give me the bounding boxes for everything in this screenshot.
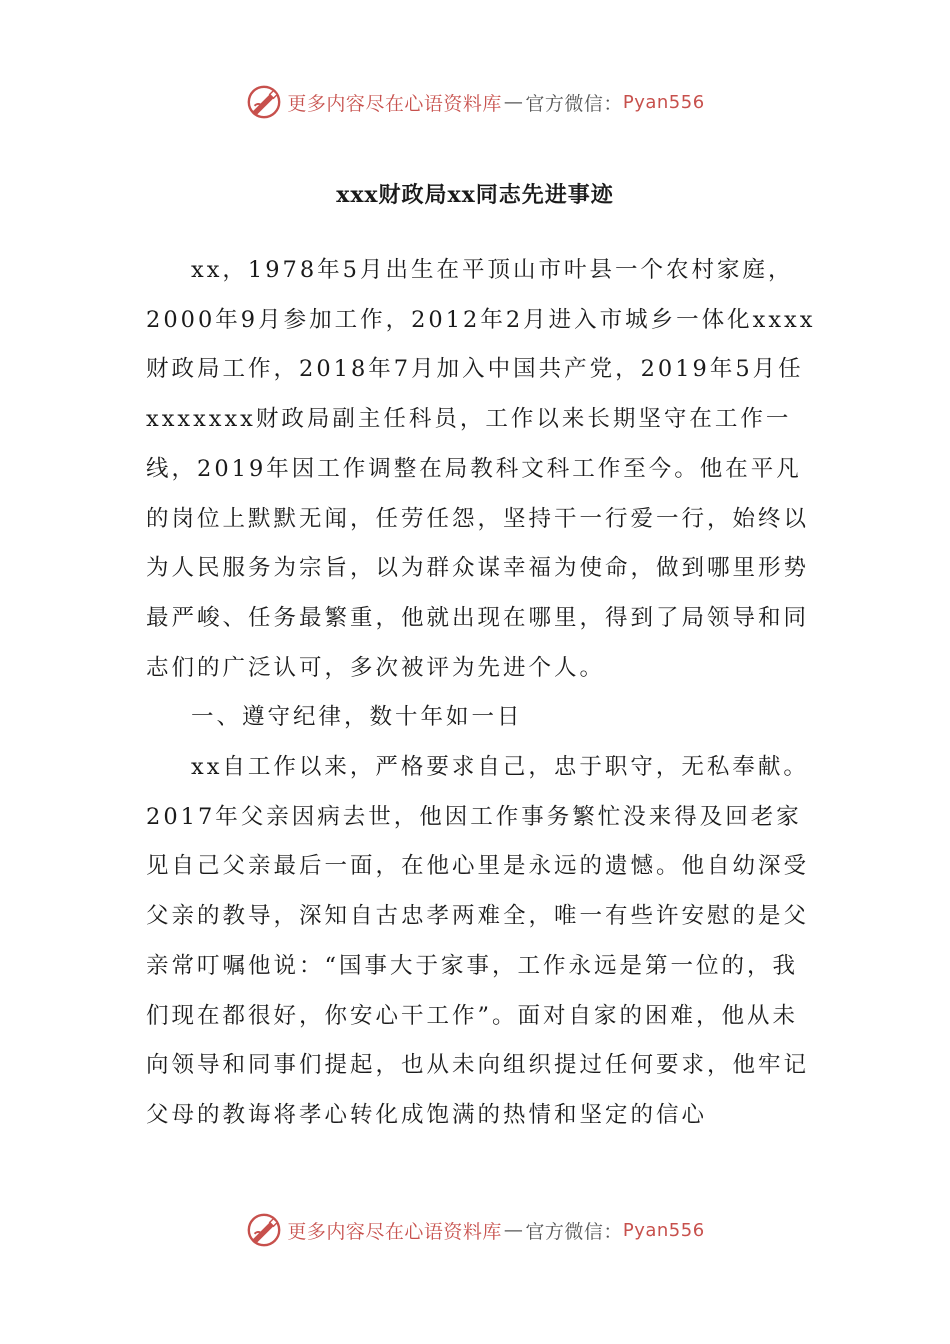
banner-brand-text: 更多内容尽在心语资料库 [287, 1220, 502, 1243]
document-title: xxx财政局xx同志先进事迹 [336, 182, 614, 208]
banner-brand-text: 更多内容尽在心语资料库 [287, 92, 502, 115]
banner-official-label: 官方微信： [525, 1220, 623, 1243]
document-body [146, 246, 818, 1141]
paragraph-intro: xx，1978年5月出生在平顶山市叶县一个农村家庭，2000年9月参加工作，2012年2月进入市城乡一体化xxxx财政局工作，2018年7月加入中国共产党，2019年5月任xxxxxxx财政局副主任科员，工作以来长期坚守在工作一线，2019年因工作调整在局教科文科工作至今。他在平凡的岗位上默默无闻，任劳任怨，坚持干一行爱一行，始终以为人民服务为宗旨，以为群众谋幸福为使命，做到哪里形势最严峻、任务最繁重，他就出现在哪里，得到了局领导和同志们的广泛认可，多次被评为先进个人。 [146, 257, 816, 681]
header-banner [0, 80, 950, 124]
footer-banner [0, 1208, 950, 1252]
banner-wechat-id: Pyan556 [622, 91, 705, 113]
banner-official-label: 官方微信： [525, 92, 623, 115]
paragraph-section-1: xx自工作以来，严格要求自己，忠于职守，无私奉献。2017年父亲因病去世，他因工作事务繁忙没来得及回老家见自己父亲最后一面，在他心里是永远的遗憾。他自幼深受父亲的教导，深知自古忠孝两难全，唯一有些许安慰的是父亲常叮嘱他说：“国事大于家事，工作永远是第一位的，我们现在都很好，你安心干工作”。面对自家的困难，他从未向领导和同事们提起，也从未向组织提过任何要求，他牢记父母的教诲将孝心转化成饱满的热情和坚定的信心 [146, 754, 810, 1128]
pen-circle-logo-icon [245, 1211, 283, 1249]
pen-circle-logo-icon [245, 83, 283, 121]
banner-dash: — [503, 91, 524, 113]
section-heading-1: 一、遵守纪律，数十年如一日 [191, 704, 523, 731]
banner-dash: — [503, 1219, 524, 1241]
banner-wechat-id: Pyan556 [622, 1219, 705, 1241]
